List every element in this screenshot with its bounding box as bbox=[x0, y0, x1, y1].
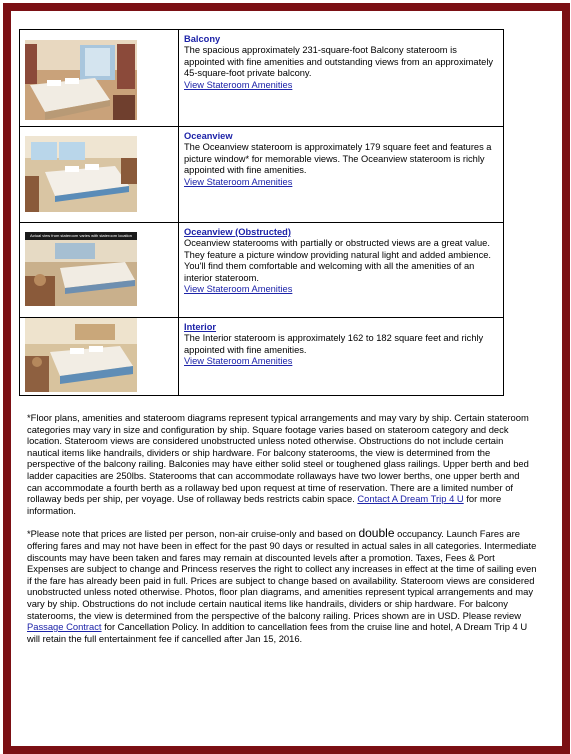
table-row bbox=[20, 223, 504, 318]
room-title-link[interactable]: Interior bbox=[184, 322, 217, 332]
photo-cell bbox=[20, 223, 179, 318]
oceanview-obstructed-stateroom-photo bbox=[25, 232, 137, 306]
table-row bbox=[20, 127, 504, 223]
contact-link[interactable]: Contact A Dream Trip 4 U bbox=[357, 493, 464, 505]
view-amenities-link[interactable]: View Stateroom Amenities bbox=[184, 284, 293, 295]
room-title: Oceanview bbox=[184, 131, 233, 141]
room-description: The Oceanview stateroom is approximately 179 square feet and features a picture window* for memorable views. The Oceanview stateroom is richly appointed with fine amenities. bbox=[184, 142, 492, 176]
photo-cell bbox=[20, 127, 179, 223]
disclaimer-notes bbox=[27, 412, 537, 656]
view-amenities-link[interactable]: View Stateroom Amenities bbox=[184, 79, 293, 90]
room-info bbox=[179, 30, 504, 127]
pricing-disclaimer: *Please note that prices are listed per person, non-air cruise-only and based on double occupancy. Launch Fares are offering fares and may not have been in effect for the past 90 days or resulted in actual sales in all categories. Intermediate discounts may have been taken and fares may remain at discounted levels after a promotion. Taxes, Fees & Port Expenses are subject to change and Princess reserves the right to collect any increases in effect at the time of sailing even if the fare has already been paid in full. Prices are subject to change based on availability. Stateroom views are considered unobstructed unless noted otherwise. Photos, floor plan diagrams, and amenities represent typical arrangements and may vary by ship. Obstructions do not include certain nautical items like handrails, dividers or ship hardware. For balcony staterooms, the view is determined from the perspective of the balcony railing. Prices shown are in USD. Please review Passage Contract for Cancellation Policy. In addition to cancellation fees from the cruise line and hotel, A Dream Trip 4 U will retain the full entertainment fee if cancelled after Jan 15, 2016. bbox=[27, 526, 537, 644]
interior-stateroom-photo bbox=[25, 318, 137, 392]
oceanview-stateroom-photo bbox=[25, 136, 137, 212]
room-info bbox=[179, 223, 504, 318]
balcony-stateroom-photo bbox=[25, 40, 137, 120]
room-title: Balcony bbox=[184, 34, 221, 44]
table-row bbox=[20, 318, 504, 396]
room-info bbox=[179, 318, 504, 396]
floor-plan-disclaimer: *Floor plans, amenities and stateroom diagrams represent typical arrangements and may vary by ship. Certain stateroom categories may vary in size and configuration by ship. Square footage varies based on stateroom category and deck location. Stateroom views are considered unobstructed unless noted otherwise. Obstructions do not include certain nautical items like handrails, dividers or ship hardware. For balcony staterooms, the view is determined from the perspective of the balcony railing. Balconies may have either solid steel or toughened glass railings. Upper berth and bed ladder capacities are 250lbs. Staterooms that can accommodate rollaways have two lower berths, one upper berth and can accommodate a fourth berth as a rollaway bed upon request at time of reservation. There are a limited number of rollaway beds per ship, per voyage. Use of rollaway beds restricts cabin space. Contact A Dream Trip 4 U for more information. bbox=[27, 412, 529, 516]
room-description: The spacious approximately 231-square-foot Balcony stateroom is appointed with fine amenities and outstanding views from an approximately 45-square-foot private balcony. bbox=[184, 45, 494, 79]
view-amenities-link[interactable]: View Stateroom Amenities bbox=[184, 356, 293, 367]
room-info bbox=[179, 127, 504, 223]
room-title-link[interactable]: Oceanview (Obstructed) bbox=[184, 227, 291, 237]
room-description: The Interior stateroom is approximately 162 to 182 square feet and richly appointed with fine amenities. bbox=[184, 333, 484, 355]
photo-cell bbox=[20, 30, 179, 127]
stateroom-table bbox=[19, 29, 504, 396]
view-amenities-link[interactable]: View Stateroom Amenities bbox=[184, 176, 293, 187]
passage-contract-link[interactable]: Passage Contract bbox=[27, 621, 102, 633]
table-row bbox=[20, 30, 504, 127]
photo-cell bbox=[20, 318, 179, 396]
room-description: Oceanview staterooms with partially or obstructed views are a great value. They feature a picture window providing natural light and added ambience. You'll find them comfortable and welcoming with all the amenities of an interior stateroom. bbox=[184, 238, 491, 283]
photo-banner: Actual view from stateroom varies with stateroom location bbox=[29, 233, 133, 238]
